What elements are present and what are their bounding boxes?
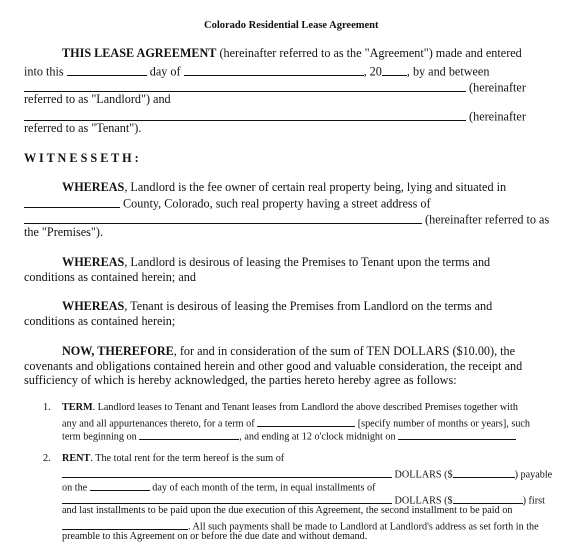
date-line [24,63,489,78]
by-and-between-text: , by and between [406,64,490,79]
term-line1 [62,403,518,413]
whereas1-line4: the "Premises"). [24,225,103,239]
term-text2a: any and all appurtenances thereto, for a term of [62,418,258,430]
rent-number: 2. [43,453,51,464]
dollars-label-1: DOLLARS ($ [394,469,453,481]
whereas1-lead: WHEREAS [62,180,125,194]
second-installment-date-blank[interactable] [62,519,188,530]
agreement-lead: THIS LEASE AGREEMENT [62,46,217,60]
whereas2-line1 [62,256,490,268]
rent-line1 [62,454,284,464]
whereas3-line1 [62,300,492,312]
month-blank[interactable] [184,63,364,76]
now-therefore-line3: sufficiency of which is hereby acknowledged, the parties hereto hereby agree as follows: [24,373,457,387]
whereas2-line2: conditions as contained herein; and [24,270,196,284]
term-line3 [62,429,516,443]
into-this-text: into this [24,64,67,79]
rent-text2b: day of each month of the term, in equal installments of [149,482,376,494]
whereas3-line2: conditions as contained herein; [24,314,176,328]
whereas2-text1: , Landlord is desirous of leasing the Premises to Tenant upon the terms and [124,255,491,269]
term-text3b: , and ending at 12 o'clock midnight on [239,431,399,443]
term-start-blank[interactable] [139,429,239,440]
document-title: Colorado Residential Lease Agreement [204,20,379,31]
term-text2b: [specify number of months or years], such [355,418,531,430]
installment-amount-blank[interactable] [453,493,523,504]
whereas1-text1: , Landlord is the fee owner of certain real property being, lying and situated in [124,180,507,194]
whereas3-text1: , Tenant is desirous of leasing the Premises from Landlord on the terms and [124,299,493,313]
dollars-label-2: DOLLARS ($ [394,495,453,507]
whereas2-lead: WHEREAS [62,255,125,269]
term-line2 [62,416,530,430]
payable-text: ) payable [514,469,553,481]
now-therefore-line1 [62,345,515,357]
rent-text2a: on the [62,482,90,494]
rent-text1: . The total rent for the term hereof is the sum of [90,453,285,464]
total-rent-amount-blank[interactable] [453,467,515,478]
whereas1-line2 [24,195,431,210]
rent-line2 [62,480,376,494]
rent-line5: preamble to this Agreement on or before the due date and without demand. [62,531,368,542]
first-text: ) first [522,495,545,507]
year-blank[interactable] [382,63,407,76]
whereas3-lead: WHEREAS [62,299,125,313]
day-blank[interactable] [67,63,147,76]
due-day-blank[interactable] [90,480,150,491]
rent-line1b [62,467,552,481]
term-text3a: term beginning on [62,431,140,443]
county-blank[interactable] [24,195,120,208]
term-number: 1. [43,402,51,413]
whereas1-text3: (hereinafter referred to as [422,212,550,227]
whereas1-line1 [62,181,506,193]
rent-text4: . All such payments shall be made to Landlord at Landlord's address as set forth in the [188,521,539,533]
tenant-reference: referred to as "Tenant"). [24,121,142,135]
term-heading: TERM [62,402,93,413]
now-therefore-text1: , for and in consideration of the sum of TEN DOLLARS ($10.00), the [173,344,516,358]
total-rent-words-blank[interactable] [62,467,392,478]
whereas1-line3 [24,211,549,226]
term-length-blank[interactable] [257,416,355,427]
rent-heading: RENT [62,453,91,464]
street-address-blank[interactable] [24,211,422,224]
hereinafter-text-2: (hereinafter [469,109,526,124]
term-end-blank[interactable] [398,429,516,440]
now-therefore-line2: covenants and obligations contained herein and other good and valuable consideration, the receipt and [24,359,523,373]
now-therefore-lead: NOW, THEREFORE [62,344,174,358]
rent-line3: and last installments to be paid upon the due execution of this Agreement, the second installment to be paid on [62,505,513,516]
installment-words-blank[interactable] [62,493,392,504]
tenant-name-blank[interactable] [24,108,466,121]
year-prefix-text: , 20 [363,64,382,79]
landlord-name-blank[interactable] [24,79,466,92]
whereas1-text2: County, Colorado, such real property having a street address of [120,196,431,211]
landlord-reference: referred to as "Landlord") and [24,92,171,106]
agreement-intro-line [62,47,522,59]
day-of-text: day of [146,64,184,79]
term-text1: . Landlord leases to Tenant and Tenant leases from Landlord the above described Premises together with [92,402,518,413]
intro-text: (hereinafter referred to as the "Agreement") made and entered [216,46,522,60]
hereinafter-text-1: (hereinafter [469,80,526,95]
witnesseth-heading: W I T N E S S E T H : [24,151,139,165]
